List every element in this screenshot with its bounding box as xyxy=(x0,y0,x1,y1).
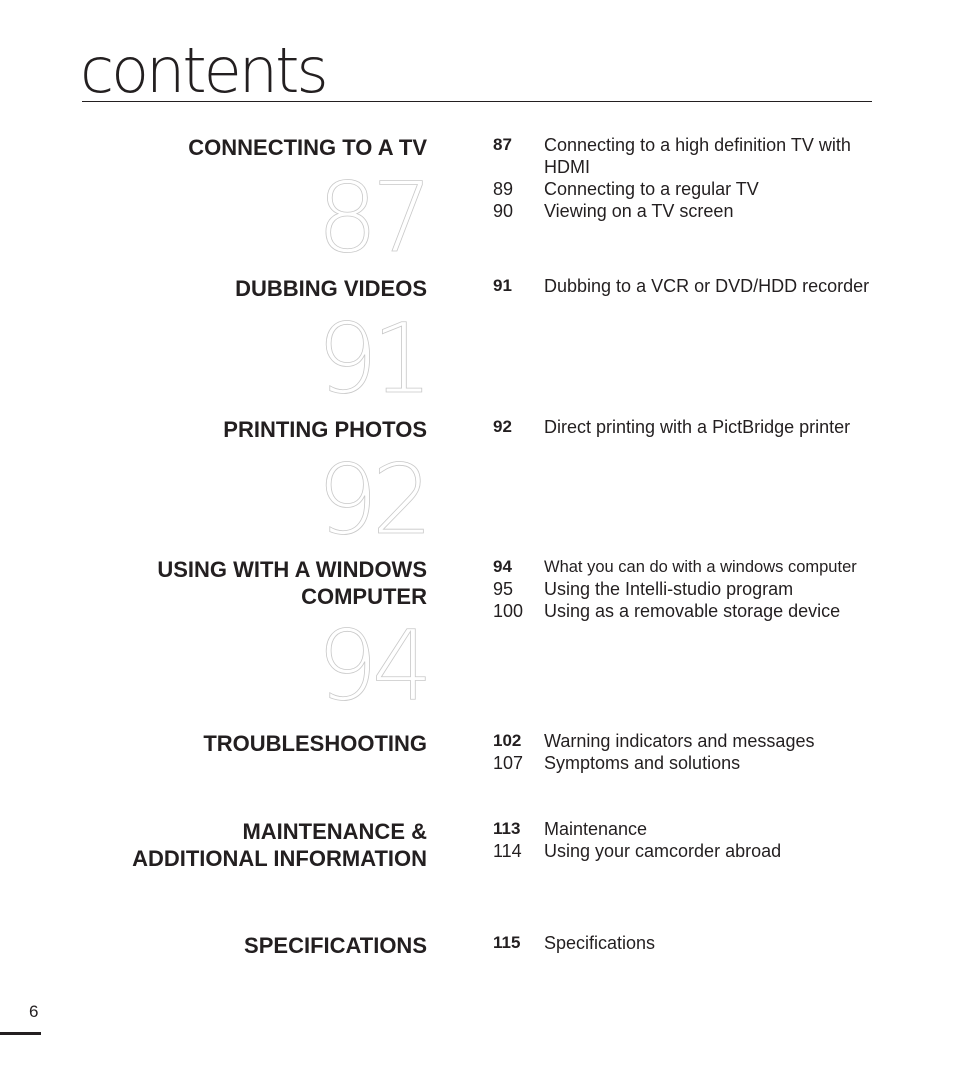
toc-entry[interactable] xyxy=(493,932,883,954)
toc-entry-page: 87 xyxy=(493,135,512,154)
toc-entry-page: 92 xyxy=(493,417,512,436)
toc-entry-page: 102 xyxy=(493,731,522,750)
toc-entries xyxy=(493,134,883,222)
toc-entry-title: Viewing on a TV screen xyxy=(544,201,734,221)
section-heading xyxy=(27,730,427,757)
toc-entry-page: 91 xyxy=(493,276,512,295)
toc-entry-title: Dubbing to a VCR or DVD/HDD recorder xyxy=(544,276,870,296)
section-heading-line: MAINTENANCE & xyxy=(242,819,427,844)
page-number: 6 xyxy=(29,1002,39,1021)
toc-entry-page: 100 xyxy=(493,601,524,621)
toc-entry-page: 90 xyxy=(493,201,514,221)
big-page-number: 87 xyxy=(316,162,427,274)
toc-entry-title: Using your camcorder abroad xyxy=(544,841,782,861)
toc-entry[interactable] xyxy=(493,275,883,297)
toc-entry-title: What you can do with a windows computer xyxy=(544,558,857,576)
toc-entries xyxy=(493,275,883,297)
toc-entry[interactable] xyxy=(493,840,883,862)
title-rule xyxy=(82,101,872,102)
section-heading-line: SPECIFICATIONS xyxy=(244,933,427,958)
toc-entry[interactable] xyxy=(493,578,883,600)
page-title: contents xyxy=(80,34,326,107)
page-number-bar xyxy=(0,1032,41,1035)
toc-entry-title: Specifications xyxy=(544,933,656,953)
toc-entry[interactable] xyxy=(493,200,883,222)
toc-entry-title: Direct printing with a PictBridge printer xyxy=(544,417,851,437)
toc-entry-page: 94 xyxy=(493,557,512,576)
section-heading-line: ADDITIONAL INFORMATION xyxy=(132,846,427,871)
section-heading xyxy=(27,556,427,610)
toc-entry[interactable] xyxy=(493,730,883,752)
section-heading-line: CONNECTING TO A TV xyxy=(188,135,427,160)
toc-entry[interactable] xyxy=(493,818,883,840)
section-heading-line: COMPUTER xyxy=(301,584,427,609)
section-heading-line: PRINTING PHOTOS xyxy=(223,417,427,442)
toc-entries xyxy=(493,556,883,622)
toc-entry[interactable] xyxy=(493,416,883,438)
section-heading xyxy=(27,416,427,443)
toc-entry-title: Using as a removable storage device xyxy=(544,601,841,621)
big-page-number: 92 xyxy=(316,444,427,556)
toc-entry[interactable] xyxy=(493,600,883,622)
toc-entries xyxy=(493,730,883,774)
section-heading-line: DUBBING VIDEOS xyxy=(235,276,427,301)
toc-entry-title: Warning indicators and messages xyxy=(544,731,815,751)
toc-entries xyxy=(493,416,883,438)
section-heading-line: TROUBLESHOOTING xyxy=(203,731,427,756)
big-page-number: 94 xyxy=(316,610,427,722)
toc-entry[interactable] xyxy=(493,556,883,578)
section-heading xyxy=(27,818,427,872)
toc-entry-page: 95 xyxy=(493,579,514,599)
toc-entry-title: Connecting to a regular TV xyxy=(544,179,759,199)
section-heading-line: USING WITH A WINDOWS xyxy=(157,557,427,582)
toc-entry-page: 89 xyxy=(493,179,514,199)
toc-entry-title: Using the Intelli-studio program xyxy=(544,579,794,599)
toc-entry-page: 115 xyxy=(493,933,521,952)
toc-entry-page: 107 xyxy=(493,753,524,773)
section-heading xyxy=(27,134,427,161)
section-heading xyxy=(27,932,427,959)
toc-entry-page: 113 xyxy=(493,819,521,838)
toc-entries xyxy=(493,932,883,954)
big-page-number: 91 xyxy=(316,303,427,415)
toc-entry-page: 114 xyxy=(493,841,522,861)
toc-entry[interactable] xyxy=(493,134,883,178)
toc-entry[interactable] xyxy=(493,752,883,774)
toc-entry-title: Connecting to a high definition TV with HDMI xyxy=(544,135,851,177)
toc-entry[interactable] xyxy=(493,178,883,200)
toc-entry-title: Maintenance xyxy=(544,819,648,839)
section-heading xyxy=(27,275,427,302)
toc-entries xyxy=(493,818,883,862)
toc-entry-title: Symptoms and solutions xyxy=(544,753,741,773)
